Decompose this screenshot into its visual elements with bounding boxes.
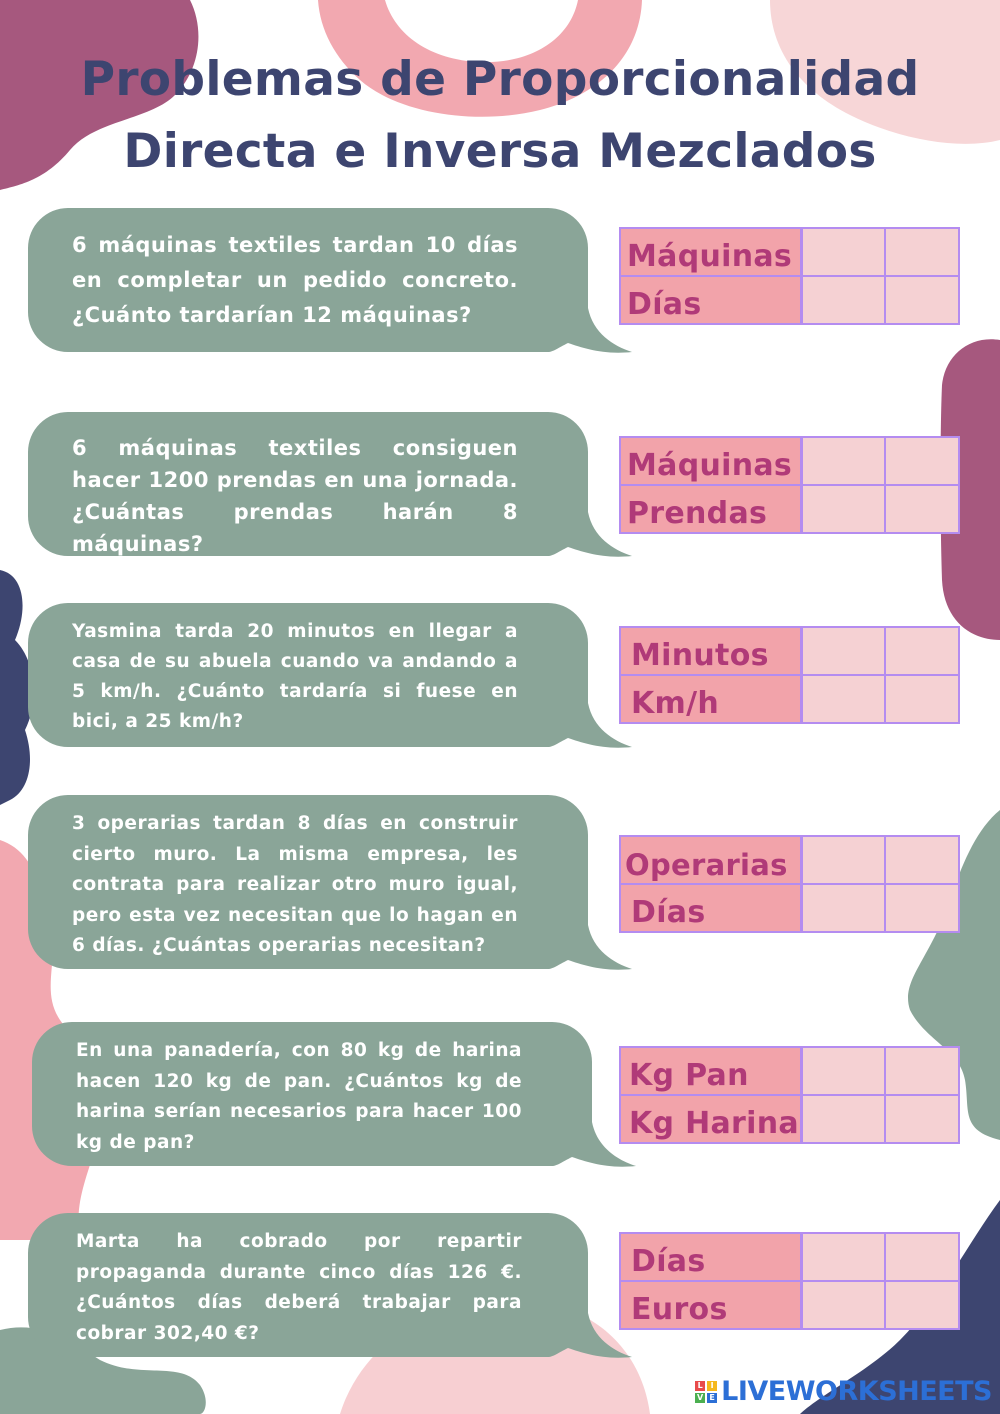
answer-cell[interactable] (803, 1234, 884, 1280)
logo-mark-letter: I (707, 1381, 717, 1391)
row-label-maquinas: Máquinas (621, 438, 800, 484)
answer-cell[interactable] (803, 438, 884, 484)
answer-table-4 (619, 835, 960, 933)
answer-cell[interactable] (886, 676, 958, 722)
answer-cell[interactable] (803, 486, 884, 532)
answer-cell[interactable] (803, 628, 884, 674)
row-label-kmh: Km/h (621, 676, 800, 722)
answer-cell[interactable] (886, 1282, 958, 1328)
problem-bubble-5 (32, 1022, 642, 1172)
row-label-prendas: Prendas (621, 486, 800, 532)
row-label-minutos: Minutos (621, 628, 800, 674)
answer-cell[interactable] (886, 628, 958, 674)
row-label-kg-pan: Kg Pan (621, 1048, 800, 1094)
answer-table-5 (619, 1046, 960, 1144)
row-label-maquinas: Máquinas (621, 229, 800, 275)
problem-text: 6 máquinas textiles consiguen hacer 1200 prendas en una jornada. ¿Cuántas prendas harán 8 máquinas? (72, 436, 519, 556)
problem-text: En una panadería, con 80 kg de harina hacen 120 kg de pan. ¿Cuántos kg de harina serían necesarios para hacer 100 kg de pan? (76, 1040, 522, 1153)
logo-mark-letter: E (707, 1393, 717, 1403)
row-label-dias: Días (621, 1234, 800, 1280)
answer-cell[interactable] (803, 1096, 884, 1142)
problem-text: Yasmina tarda 20 minutos en llegar a casa de su abuela cuando va andando a 5 km/h. ¿Cuánto tardaría si fuese en bici, a 25 km/h? (72, 621, 518, 732)
title-line-1: Problemas de Proporcionalidad (80, 52, 920, 107)
liveworksheets-logo[interactable] (695, 1376, 992, 1407)
answer-cell[interactable] (886, 1048, 958, 1094)
title-line-2: Directa e Inversa Mezclados (123, 124, 877, 179)
answer-cell[interactable] (803, 1048, 884, 1094)
answer-table-1 (619, 227, 960, 325)
logo-mark-letter: L (695, 1381, 705, 1391)
row-label-kg-harina: Kg Harina (621, 1096, 800, 1142)
row-label-dias: Días (621, 885, 800, 931)
answer-cell[interactable] (803, 885, 884, 931)
answer-cell[interactable] (803, 676, 884, 722)
problem-text: 3 operarias tardan 8 días en construir cierto muro. La misma empresa, les contrata para realizar otro muro igual, pero esta vez necesitan que lo hagan en 6 días. ¿Cuántas operarias necesitan? (72, 813, 518, 956)
logo-text: LIVEWORKSHEETS (721, 1376, 992, 1407)
answer-cell[interactable] (886, 486, 958, 532)
logo-mark-icon (695, 1381, 717, 1403)
answer-cell[interactable] (803, 229, 884, 275)
answer-cell[interactable] (886, 229, 958, 275)
problem-bubble-1 (28, 208, 638, 358)
answer-cell[interactable] (886, 837, 958, 883)
row-label-euros: Euros (621, 1282, 800, 1328)
problem-bubble-6 (28, 1213, 638, 1363)
answer-cell[interactable] (803, 277, 884, 323)
problem-text: Marta ha cobrado por repartir propaganda durante cinco días 126 €. ¿Cuántos días deberá trabajar para cobrar 302,40 €? (76, 1231, 522, 1344)
answer-cell[interactable] (886, 1234, 958, 1280)
answer-cell[interactable] (803, 837, 884, 883)
problem-bubble-2 (28, 412, 638, 562)
answer-cell[interactable] (886, 438, 958, 484)
logo-mark-letter: V (697, 1392, 704, 1402)
problem-bubble-3 (28, 603, 638, 753)
answer-cell[interactable] (886, 1096, 958, 1142)
answer-cell[interactable] (886, 277, 958, 323)
row-label-operarias: Operarias (621, 837, 800, 883)
answer-table-6 (619, 1232, 960, 1330)
answer-table-2 (619, 436, 960, 534)
problem-text: 6 máquinas textiles tardan 10 días en completar un pedido concreto. ¿Cuánto tardarían 12 máquinas? (72, 233, 518, 327)
answer-cell[interactable] (886, 885, 958, 931)
row-label-dias: Días (621, 277, 800, 323)
answer-cell[interactable] (803, 1282, 884, 1328)
problem-bubble-4 (28, 795, 638, 975)
page-title (0, 44, 1000, 188)
answer-table-3 (619, 626, 960, 724)
